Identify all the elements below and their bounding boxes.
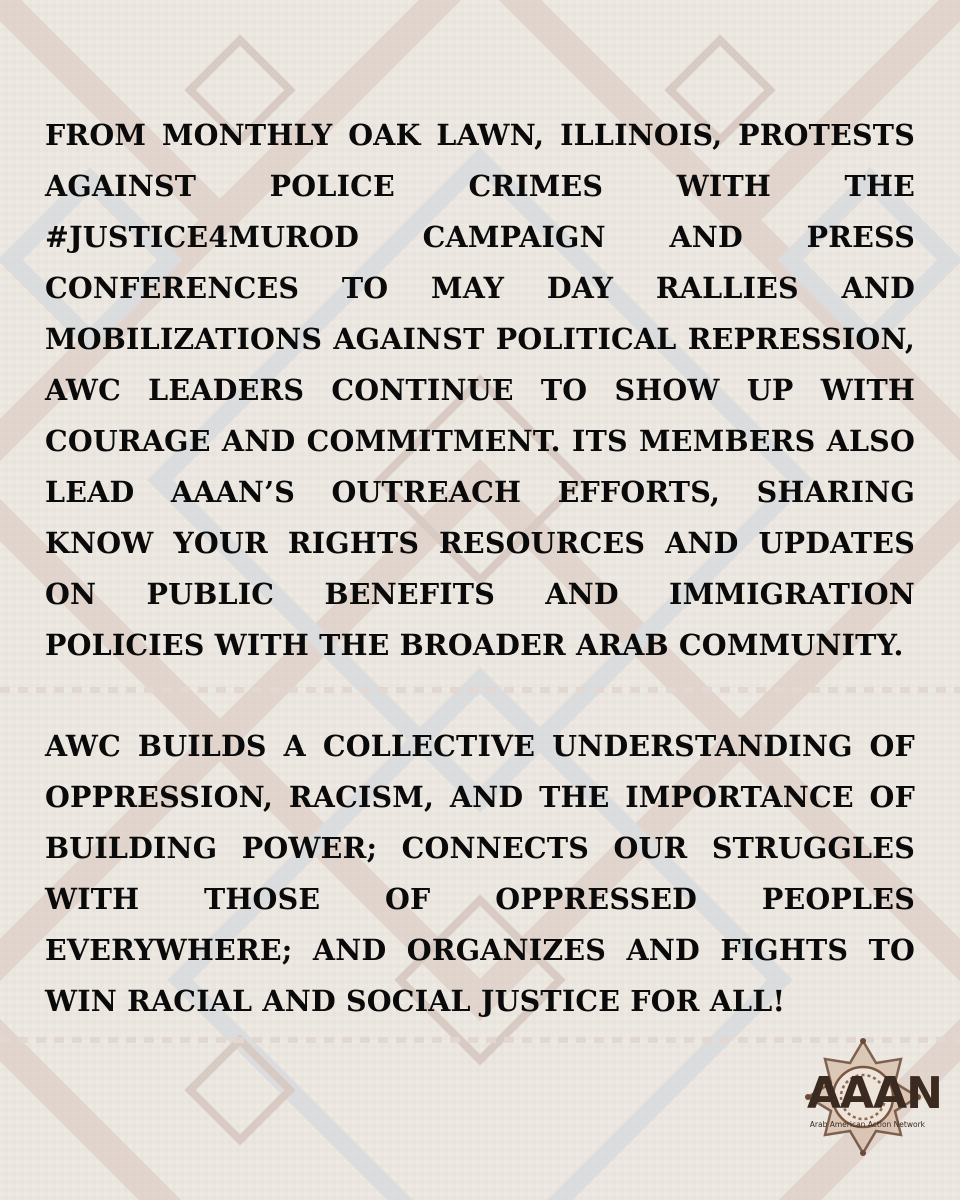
- paragraph-awc-mission: AWC BUILDS A COLLECTIVE UNDERSTANDING OF OPPRESSION, RACISM, AND THE IMPORTANCE OF BUILDING POWER; CONNECTS OUR STRUGGLES WITH THOSE OF OPPRESSED PEOPLES EVERYWHERE; AND ORGANIZES AND FIGHTS TO WIN RACIAL AND SOCIAL JUSTICE FOR ALL!: [45, 729, 915, 1018]
- logo-letters: AAAN: [807, 1068, 942, 1119]
- paragraph-awc-actions: FROM MONTHLY OAK LAWN, ILLINOIS, PROTESTS AGAINST POLICE CRIMES WITH THE #JUSTICE4MUROD CAMPAIGN AND PRESS CONFERENCES TO MAY DAY RALLIES AND MOBILIZATIONS AGAINST POLITICAL REPRESSION, AWC LEADERS CONTINUE TO SHOW UP WITH COURAGE AND COMMITMENT. ITS MEMBERS ALSO LEAD AAAN’S OUTREACH EFFORTS, SHARING KNOW YOUR RIGHTS RESOURCES AND UPDATES ON PUBLIC BENEFITS AND IMMIGRATION POLICIES WITH THE BROADER ARAB COMMUNITY.: [45, 118, 915, 662]
- logo-organization-name: Arab American Action Network: [809, 1120, 925, 1129]
